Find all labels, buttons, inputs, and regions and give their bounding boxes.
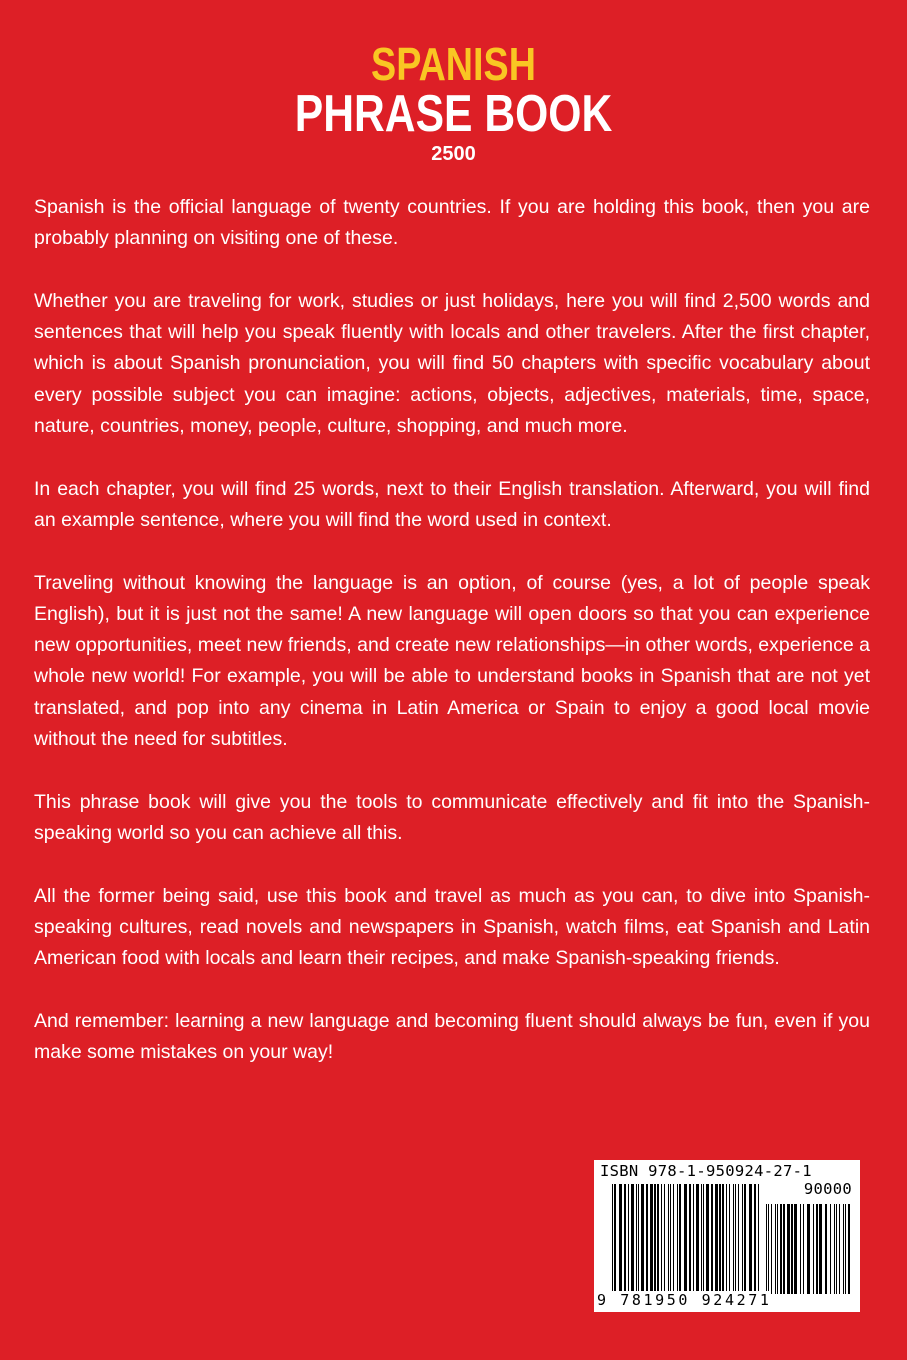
barcode-bar bbox=[677, 1184, 678, 1294]
title-line-phrase-book: PHRASE BOOK bbox=[294, 85, 613, 143]
barcode-bar bbox=[783, 1204, 785, 1294]
back-cover-description bbox=[34, 192, 870, 1100]
barcode-bar bbox=[816, 1204, 818, 1294]
barcode-bar bbox=[693, 1184, 694, 1294]
barcode-bar bbox=[661, 1184, 662, 1294]
barcode-bar bbox=[749, 1184, 752, 1294]
barcode-bar bbox=[825, 1204, 827, 1294]
barcode-bar bbox=[646, 1184, 648, 1294]
barcode-bar bbox=[650, 1184, 653, 1294]
barcode-bar bbox=[624, 1184, 626, 1294]
cover-title bbox=[0, 40, 907, 166]
barcode-bar bbox=[701, 1184, 702, 1294]
barcode-bar bbox=[744, 1184, 746, 1294]
barcode-bar bbox=[673, 1184, 674, 1294]
barcode-bar bbox=[834, 1204, 835, 1294]
barcode-bar bbox=[768, 1204, 769, 1294]
barcode-bar bbox=[711, 1184, 713, 1294]
barcode-bar bbox=[636, 1184, 637, 1294]
paragraph: All the former being said, use this book and travel as much as you can, to dive into Spanish-speaking cultures, read novels and newspapers in Spanish, watch films, eat Spanish and Latin American food with locals and learn their recipes, and make Spanish-speaking friends. bbox=[34, 884, 870, 970]
barcode-bar bbox=[836, 1204, 837, 1294]
barcode-bar bbox=[742, 1184, 743, 1294]
barcode-bar bbox=[638, 1184, 639, 1294]
paragraph: Spanish is the official language of twenty countries. If you are holding this book, then you are probably planning on visiting one of these. bbox=[34, 196, 870, 250]
barcode-bar bbox=[722, 1184, 724, 1294]
barcode-bar bbox=[664, 1184, 665, 1294]
title-line-spanish: SPANISH bbox=[371, 38, 536, 90]
barcode-bar bbox=[631, 1184, 634, 1294]
barcode-bar bbox=[619, 1184, 622, 1294]
isbn-label: ISBN 978-1-950924-27-1 bbox=[600, 1162, 812, 1180]
barcode-bar bbox=[780, 1204, 782, 1294]
barcode-bar bbox=[800, 1204, 801, 1294]
barcode-bar bbox=[689, 1184, 691, 1294]
barcode-bar bbox=[628, 1184, 629, 1294]
barcode-bar bbox=[679, 1184, 681, 1294]
barcode-bar bbox=[612, 1184, 613, 1294]
barcode-bar bbox=[839, 1204, 840, 1294]
paragraph: Whether you are traveling for work, studies or just holidays, here you will find 2,500 words and sentences that will help you speak fluently with locals and other travelers. After the first chapter, which is about Spanish pronunciation, you will find 50 chapters with specific vocabulary about every possible subject you can imagine: actions, objects, adjectives, materials, time, space, nature, countries, money, people, culture, shopping, and much more. bbox=[34, 289, 870, 438]
paragraph: In each chapter, you will find 25 words, next to their English translation. Afterward, you will find an example sentence, where you will find the word used in context. bbox=[34, 477, 870, 531]
barcode-bar bbox=[791, 1204, 793, 1294]
barcode-bar bbox=[715, 1184, 718, 1294]
barcode-bar bbox=[729, 1184, 730, 1294]
paragraph: Traveling without knowing the language is an option, of course (yes, a lot of people speak English), but it is just not the same! A new language will open doors so that you can experience new opportunities, meet new friends, and create new relationships—in other words, experience a whole new world! For example, you will be able to understand books in Spanish that are not yet translated, and pop into any cinema in Latin America or Spain to enjoy a good local movie without the need for subtitles. bbox=[34, 571, 870, 751]
barcode-bar bbox=[733, 1184, 734, 1294]
barcode-bar bbox=[771, 1204, 772, 1294]
barcode-bar bbox=[787, 1204, 790, 1294]
barcode-bar bbox=[777, 1204, 778, 1294]
paragraph: And remember: learning a new language and becoming fluent should always be fun, even if you make some mistakes on your way! bbox=[34, 1009, 870, 1064]
barcode-bar bbox=[758, 1184, 759, 1294]
barcode-bar bbox=[719, 1184, 721, 1294]
isbn-barcode bbox=[594, 1160, 860, 1312]
barcode-bar bbox=[845, 1204, 846, 1294]
barcode-bar bbox=[735, 1184, 736, 1294]
price-code: 90000 bbox=[803, 1180, 852, 1198]
ean-digits: 9 781950 924271 bbox=[597, 1291, 772, 1309]
barcode-bar bbox=[794, 1204, 797, 1294]
barcode-bar bbox=[807, 1204, 810, 1294]
barcode-bar bbox=[848, 1204, 850, 1294]
barcode-bar bbox=[657, 1184, 659, 1294]
barcode-bar bbox=[696, 1184, 699, 1294]
barcode-bar bbox=[803, 1204, 804, 1294]
barcode-bar bbox=[843, 1204, 844, 1294]
paragraph: This phrase book will give you the tools to communicate effectively and fit into the Spanish-speaking world so you can achieve all this. bbox=[34, 790, 870, 844]
barcode-bar bbox=[819, 1204, 822, 1294]
barcode-bar bbox=[684, 1184, 687, 1294]
barcode-bar bbox=[726, 1184, 727, 1294]
barcode-bar bbox=[641, 1184, 644, 1294]
barcode-bar bbox=[654, 1184, 656, 1294]
barcode-bar bbox=[614, 1184, 616, 1294]
title-line-count: 2500 bbox=[431, 143, 476, 165]
barcode-bar bbox=[668, 1184, 669, 1294]
barcode-bar bbox=[830, 1204, 831, 1294]
barcode-bar bbox=[813, 1204, 814, 1294]
barcode-bar bbox=[703, 1184, 704, 1294]
barcode-bar bbox=[706, 1184, 709, 1294]
barcode-bar bbox=[670, 1184, 671, 1294]
barcode-bar bbox=[766, 1204, 767, 1294]
barcode-bar bbox=[754, 1184, 756, 1294]
barcode-bar bbox=[738, 1184, 739, 1294]
barcode-bar bbox=[775, 1204, 776, 1294]
